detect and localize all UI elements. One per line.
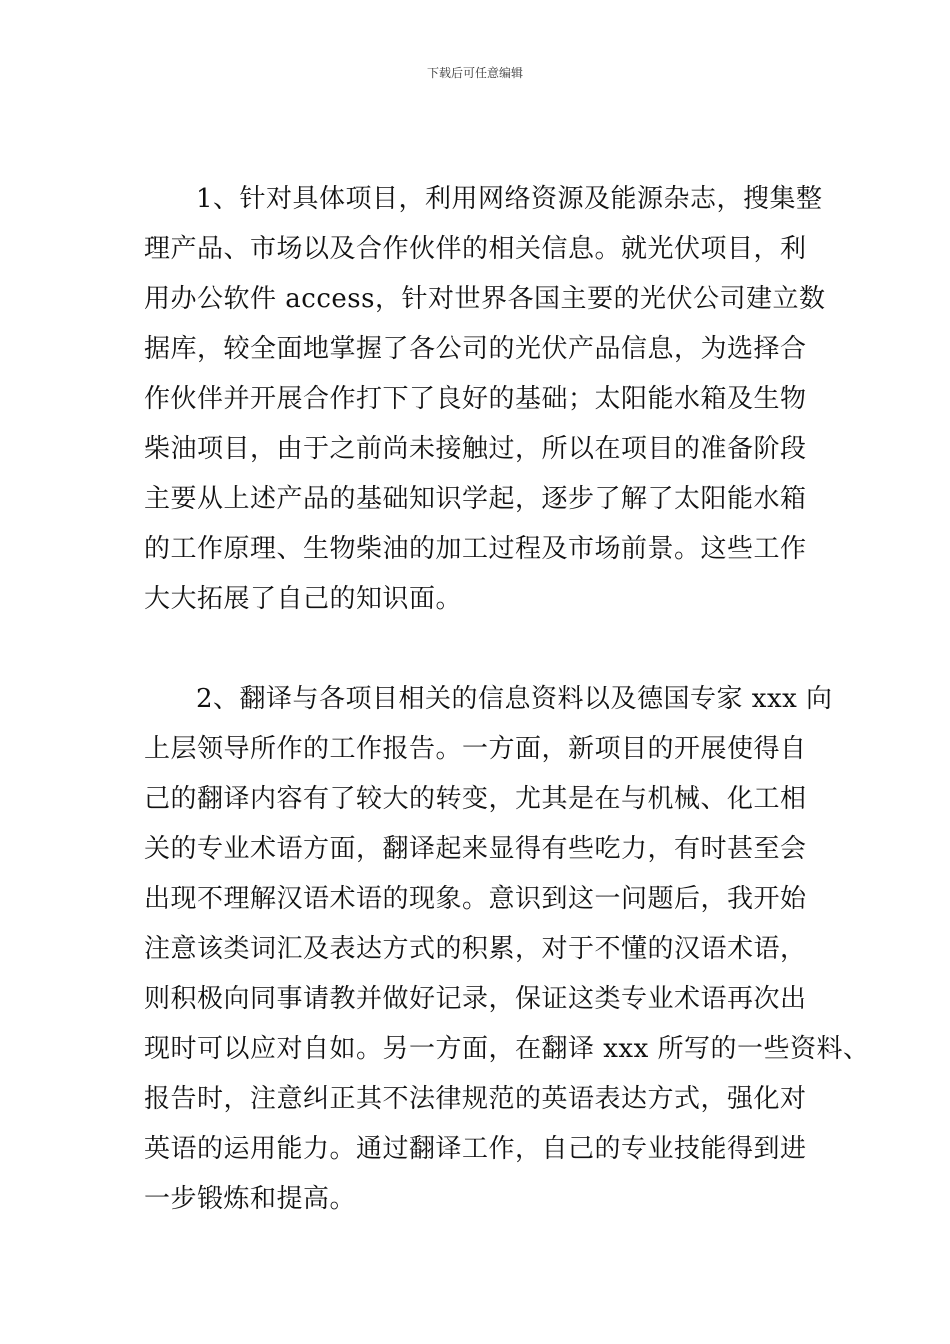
paragraph-line: 柴油项目，由于之前尚未接触过，所以在项目的准备阶段 <box>144 434 807 464</box>
paragraph-line: 大大拓展了自己的知识面。 <box>144 584 463 614</box>
paragraph-line: 上层领导所作的工作报告。一方面，新项目的开展使得自 <box>144 734 807 764</box>
paragraph-line: 用办公软件 access，针对世界各国主要的光伏公司建立数 <box>144 284 826 314</box>
paragraph-line: 1、针对具体项目，利用网络资源及能源杂志，搜集整 <box>196 184 823 214</box>
paragraph-line: 关的专业术语方面，翻译起来显得有些吃力，有时甚至会 <box>144 834 807 864</box>
paragraph-line: 据库，较全面地掌握了各公司的光伏产品信息，为选择合 <box>144 334 807 364</box>
page-header-note: 下载后可任意编辑 <box>426 66 523 80</box>
paragraph-line: 报告时，注意纠正其不法律规范的英语表达方式，强化对 <box>144 1084 807 1114</box>
paragraph-line: 的工作原理、生物柴油的加工过程及市场前景。这些工作 <box>144 534 807 564</box>
paragraph-line: 理产品、市场以及合作伙伴的相关信息。就光伏项目，利 <box>144 234 807 264</box>
paragraph-line: 己的翻译内容有了较大的转变，尤其是在与机械、化工相 <box>144 784 807 814</box>
paragraph-line: 2、翻译与各项目相关的信息资料以及德国专家 xxx 向 <box>196 684 833 714</box>
paragraph-line: 主要从上述产品的基础知识学起，逐步了解了太阳能水箱 <box>144 484 807 514</box>
paragraph-line: 一步锻炼和提高。 <box>144 1184 357 1214</box>
paragraph-1 <box>144 174 826 624</box>
paragraph-line: 英语的运用能力。通过翻译工作，自己的专业技能得到进 <box>144 1134 807 1164</box>
paragraph-line: 注意该类词汇及表达方式的积累，对于不懂的汉语术语， <box>144 934 807 964</box>
paragraph-line: 出现不理解汉语术语的现象。意识到这一问题后，我开始 <box>144 884 807 914</box>
paragraph-line: 现时可以应对自如。另一方面，在翻译 xxx 所写的一些资料、 <box>144 1034 870 1064</box>
paragraph-2 <box>144 674 870 1224</box>
paragraph-line: 则积极向同事请教并做好记录，保证这类专业术语再次出 <box>144 984 807 1014</box>
paragraph-line: 作伙伴并开展合作打下了良好的基础；太阳能水箱及生物 <box>144 384 807 414</box>
